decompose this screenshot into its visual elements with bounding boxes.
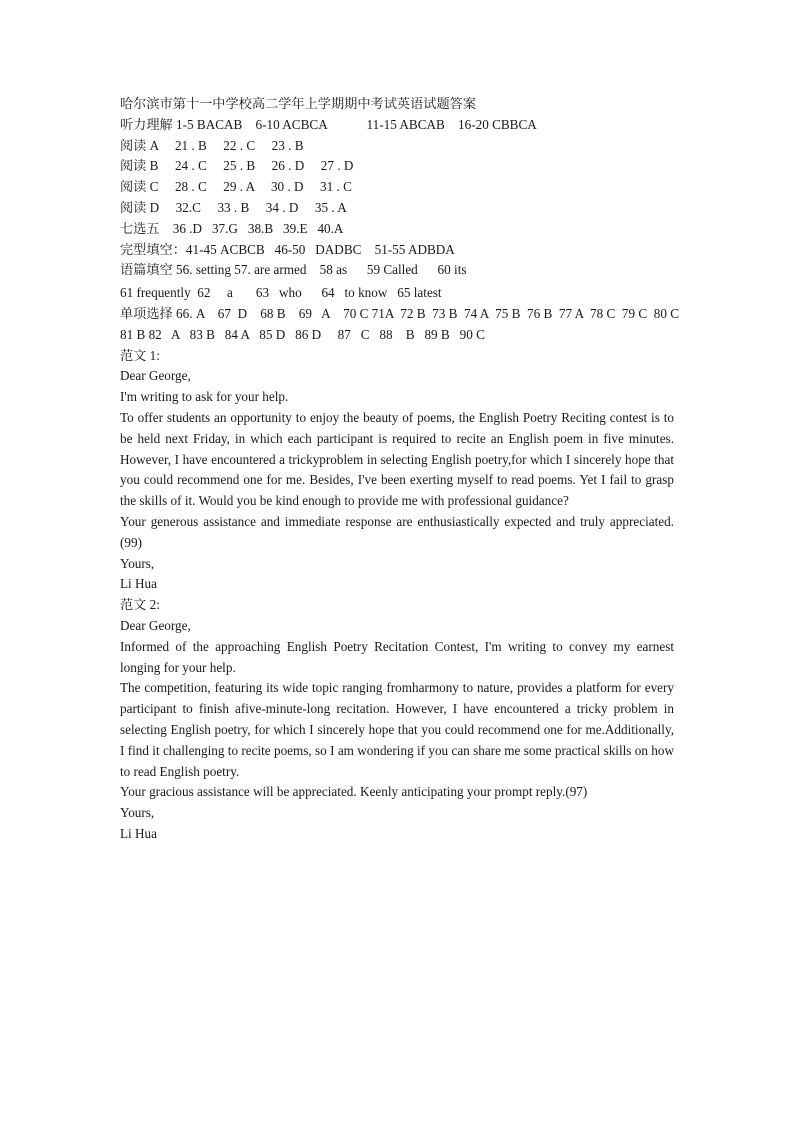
essay2-signature: Li Hua: [120, 825, 157, 841]
essay2-paragraph-3: Your gracious assistance will be appreciated. Keenly anticipating your prompt reply.(97): [120, 784, 588, 800]
answer-line-listening: 听力理解 1-5 BACAB 6-10 ACBCA 11-15 ABCAB 16-20 CBBCA: [120, 116, 537, 132]
answer-line-cloze: 完型填空：41-45 ACBCB 46-50 DADBC 51-55 ADBDA: [120, 241, 455, 257]
answer-line-grammar-fill-1: 语篇填空 56. setting 57. are armed 58 as 59 Called 60 its: [120, 262, 467, 278]
essay1-paragraph-3: Your generous assistance and immediate response are enthusiastically expected and truly appreciated.(99): [120, 513, 674, 550]
answer-line-reading-d: 阅读 D 32.C 33 . B 34 . D 35 . A: [120, 199, 347, 215]
answer-line-reading-a: 阅读 A 21 . B 22 . C 23 . B: [120, 137, 304, 153]
essay1-closing: Yours,: [120, 555, 155, 571]
essay2-greeting: Dear George,: [120, 617, 191, 633]
essay2-heading: 范文 2:: [120, 597, 160, 613]
essay2-paragraph-1: Informed of the approaching English Poetry Recitation Contest, I'm writing to convey my earnest longing for your help.: [120, 638, 674, 675]
answer-line-single-choice-1: 单项选择 66. A 67 D 68 B 69 A 70 C 71A 72 B 73 B 74 A 75 B 76 B 77 A 78 C 79 C 80 C: [120, 305, 680, 321]
essay2-closing: Yours,: [120, 805, 155, 821]
essay1-signature: Li Hua: [120, 576, 157, 592]
answer-line-single-choice-2: 81 B 82 A 83 B 84 A 85 D 86 D 87 C 88 B 89 B 90 C: [120, 326, 485, 342]
answer-document: [120, 94, 680, 845]
essay1-greeting: Dear George,: [120, 368, 191, 384]
answer-line-reading-c: 阅读 C 28 . C 29 . A 30 . D 31 . C: [120, 179, 352, 195]
essay1-paragraph-2: To offer students an opportunity to enjoy the beauty of poems, the English Poetry Reciting contest is to be held next Friday, in which each participant is required to recite an English poem in five minutes. However, I have encountered a trickyproblem in selecting English poetry,for which I sincerely hope that you could recommend one for me. Besides, I've been exerting myself to read poems. Yet I fail to grasp the skills of it. Would you be kind enough to provide me with professional guidance?: [120, 409, 674, 509]
answer-line-grammar-fill-2: 61 frequently 62 a 63 who 64 to know 65 latest: [120, 285, 442, 301]
essay1-heading: 范文 1:: [120, 347, 160, 363]
essay2-paragraph-2: The competition, featuring its wide topic ranging fromharmony to nature, provides a platform for every participant to finish afive-minute-long recitation. However, I have encountered a tricky problem in selecting English poetry, for which I sincerely hope that you could recommend one for me.Additionally, I find it challenging to recite poems, so I am wondering if you can share me some practical skills on how to read English poetry.: [120, 680, 674, 779]
answer-line-seven-choose-five: 七选五 36 .D 37.G 38.B 39.E 40.A: [120, 220, 344, 236]
document-title: 哈尔滨市第十一中学校高二学年上学期期中考试英语试题答案: [120, 96, 477, 111]
answer-line-reading-b: 阅读 B 24 . C 25 . B 26 . D 27 . D: [120, 158, 354, 174]
essay1-paragraph-1: I'm writing to ask for your help.: [120, 389, 289, 405]
